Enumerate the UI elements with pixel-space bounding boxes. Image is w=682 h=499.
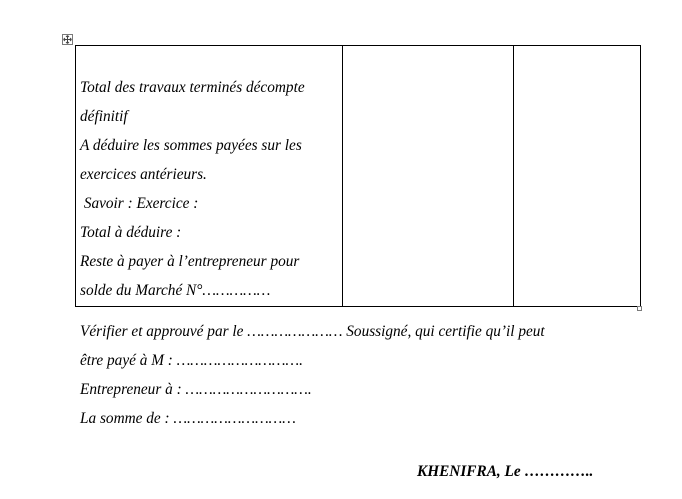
description-lines [76, 46, 342, 305]
line-savoir-exercice: Savoir : Exercice : [80, 195, 199, 212]
line-reste-a-payer: Reste à payer à l’entrepreneur pour [80, 253, 300, 270]
verification-line: Vérifier et approuvé par le ………………… Soussigné, qui certifie qu’il peut [80, 323, 545, 340]
line-total-travaux: Total des travaux terminés décompte [80, 79, 305, 96]
certification-paragraph [80, 317, 640, 433]
line-a-deduire: A déduire les sommes payées sur les [80, 137, 302, 154]
entrepreneur-line: Entrepreneur à : ………………………. [80, 381, 312, 398]
line-total-a-deduire: Total à déduire : [80, 224, 182, 241]
amount-cell-1[interactable] [343, 46, 514, 307]
amount-line: La somme de : ……………………… [80, 410, 296, 427]
amount-cell-2[interactable] [514, 46, 641, 307]
place-date-signature: KHENIFRA, Le ………….. [417, 463, 594, 480]
description-cell[interactable] [76, 46, 343, 307]
table-resize-handle[interactable] [637, 306, 642, 311]
line-solde-marche: solde du Marché N°…………… [80, 282, 271, 299]
decompte-table [75, 45, 641, 307]
move-arrows-icon [63, 35, 72, 44]
line-exercices-anterieurs: exercices antérieurs. [80, 166, 207, 183]
table-move-handle[interactable] [62, 34, 73, 45]
payee-line: être payé à M : ………………………. [80, 352, 303, 369]
line-definitif: définitif [80, 108, 128, 125]
table-row [76, 46, 641, 307]
